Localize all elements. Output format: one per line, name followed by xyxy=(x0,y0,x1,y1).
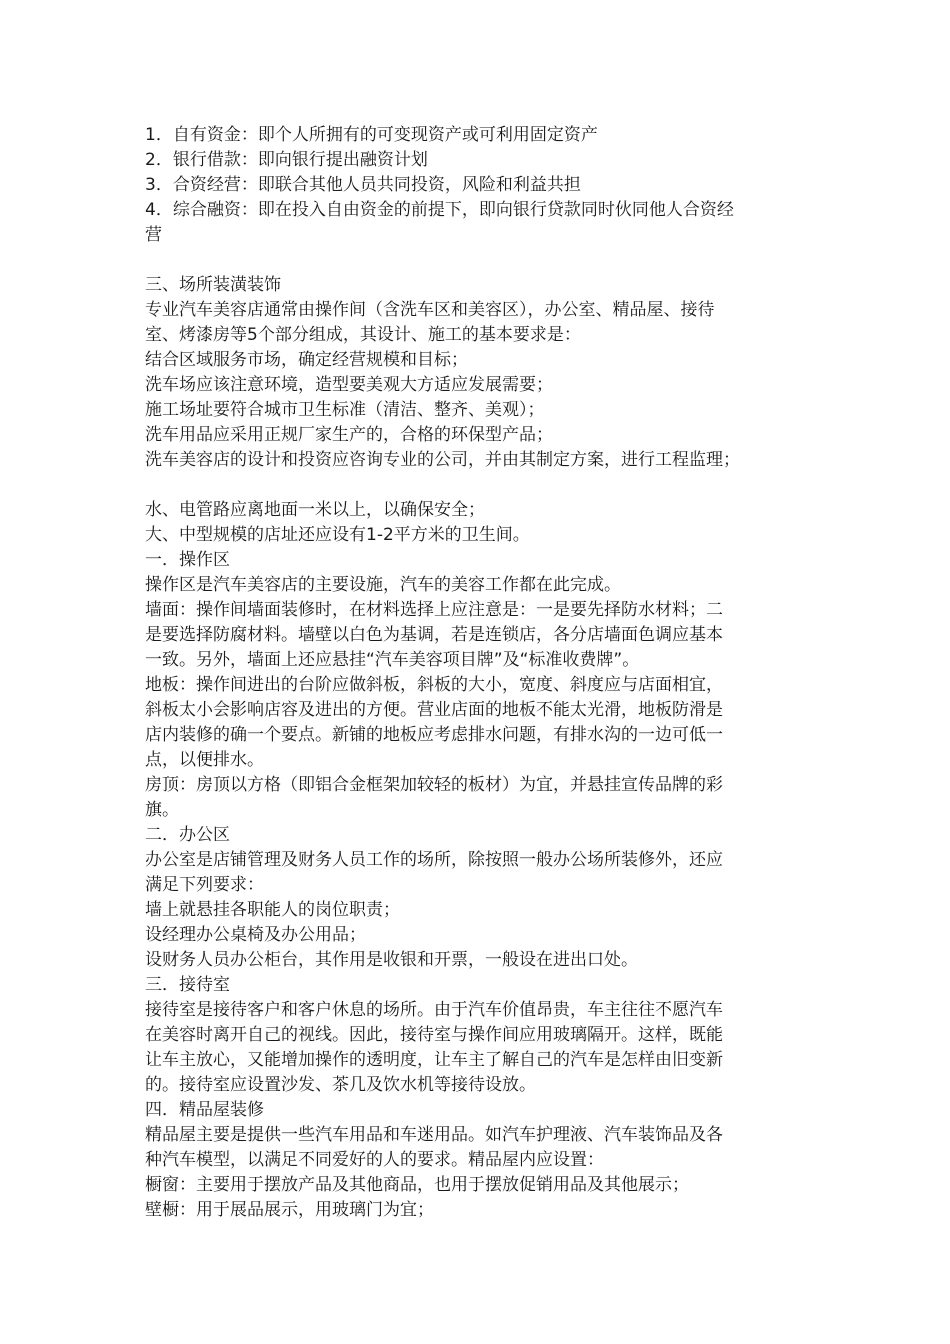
text-line: 橱窗：主要用于摆放产品及其他商品，也用于摆放促销用品及其他展示； xyxy=(145,1175,689,1195)
text-line: 水、电管路应离地面一米以上，以确保安全； xyxy=(145,500,485,520)
text-line: 专业汽车美容店通常由操作间（含洗车区和美容区），办公室、精品屋、接待 xyxy=(145,300,715,320)
text-line: 在美容时离开自己的视线。因此，接待室与操作间应用玻璃隔开。这样，既能 xyxy=(145,1025,723,1045)
text-line: 室、烤漆房等5个部分组成，其设计、施工的基本要求是： xyxy=(145,325,581,345)
text-line: 大、中型规模的店址还应设有1-2平方米的卫生间。 xyxy=(145,525,530,545)
text-line: 点，以便排水。 xyxy=(145,750,264,770)
text-line: 是要选择防腐材料。墙壁以白色为基调，若是连锁店，各分店墙面色调应基本 xyxy=(145,625,723,645)
blank-line xyxy=(145,473,815,498)
text-line: 4．综合融资：即在投入自由资金的前提下，即向银行贷款同时伙同他人合资经 xyxy=(145,200,734,220)
text-line: 洗车用品应采用正规厂家生产的，合格的环保型产品； xyxy=(145,425,553,445)
text-line: 三、场所装潢装饰 xyxy=(145,275,281,295)
text-line: 一致。另外，墙面上还应悬挂“汽车美容项目牌”及“标准收费牌”。 xyxy=(145,650,640,670)
text-line: 种汽车模型，以满足不同爱好的人的要求。精品屋内应设置： xyxy=(145,1150,604,1170)
text-line: 办公室是店铺管理及财务人员工作的场所，除按照一般办公场所装修外，还应 xyxy=(145,850,723,870)
text-line: 满足下列要求： xyxy=(145,875,264,895)
text-line: 施工场址要符合城市卫生标准（清洁、整齐、美观）； xyxy=(145,400,545,420)
text-line: 结合区域服务市场，确定经营规模和目标； xyxy=(145,350,468,370)
text-line: 操作区是汽车美容店的主要设施，汽车的美容工作都在此完成。 xyxy=(145,575,621,595)
text-line: 设经理办公桌椅及办公用品； xyxy=(145,925,366,945)
text-line: 地板：操作间进出的台阶应做斜板，斜板的大小，宽度、斜度应与店面相宜， xyxy=(145,675,723,695)
text-line: 设财务人员办公柜台，其作用是收银和开票，一般设在进出口处。 xyxy=(145,950,638,970)
text-line: 洗车场应该注意环境，造型要美观大方适应发展需要； xyxy=(145,375,553,395)
text-line: 2．银行借款：即向银行提出融资计划 xyxy=(145,150,428,170)
text-line: 一．操作区 xyxy=(145,550,230,570)
text-line: 让车主放心，又能增加操作的透明度，让车主了解自己的汽车是怎样由旧变新 xyxy=(145,1050,723,1070)
text-line: 三．接待室 xyxy=(145,975,230,995)
text-line: 墙上就悬挂各职能人的岗位职责； xyxy=(145,900,400,920)
blank-line xyxy=(145,248,815,273)
text-line: 1．自有资金：即个人所拥有的可变现资产或可利用固定资产 xyxy=(145,125,598,145)
text-line: 旗。 xyxy=(145,800,179,820)
text-line: 四．精品屋装修 xyxy=(145,1100,264,1120)
text-line: 墙面：操作间墙面装修时，在材料选择上应注意是：一是要先择防水材料；二 xyxy=(145,600,723,620)
text-line: 房顶：房顶以方格（即铝合金框架加较轻的板材）为宜，并悬挂宣传品牌的彩 xyxy=(145,775,723,795)
text-line: 接待室是接待客户和客户休息的场所。由于汽车价值昂贵，车主往往不愿汽车 xyxy=(145,1000,723,1020)
text-line: 洗车美容店的设计和投资应咨询专业的公司，并由其制定方案，进行工程监理； xyxy=(145,450,740,470)
document-body xyxy=(145,123,815,1223)
text-line: 斜板太小会影响店容及进出的方便。营业店面的地板不能太光滑，地板防滑是 xyxy=(145,700,723,720)
text-line: 的。接待室应设置沙发、茶几及饮水机等接待设放。 xyxy=(145,1075,536,1095)
text-line: 店内装修的确一个要点。新铺的地板应考虑排水问题，有排水沟的一边可低一 xyxy=(145,725,723,745)
text-line: 3．合资经营：即联合其他人员共同投资，风险和利益共担 xyxy=(145,175,581,195)
text-line: 二．办公区 xyxy=(145,825,230,845)
text-line: 壁橱：用于展品展示，用玻璃门为宜； xyxy=(145,1200,434,1220)
text-line: 精品屋主要是提供一些汽车用品和车迷用品。如汽车护理液、汽车装饰品及各 xyxy=(145,1125,723,1145)
text-line: 营 xyxy=(145,225,162,245)
